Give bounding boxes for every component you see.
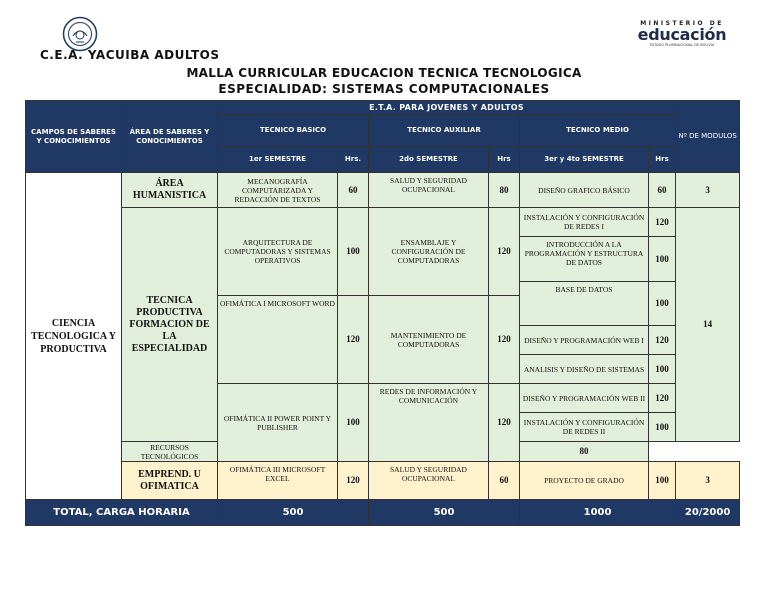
modulos-emprend: 3	[676, 462, 740, 500]
medio-emprend-hrs: 100	[649, 462, 676, 500]
header-sem34: 3er y 4to SEMESTRE	[520, 147, 649, 173]
auxiliar-emprend-hrs: 60	[489, 462, 520, 500]
ministry-logo	[632, 20, 732, 47]
basico-humanistica: MECANOGRAFÍA COMPUTARIZADA Y REDACCIÓN DE TEXTOS	[218, 173, 338, 208]
medio-item-3-hrs: 120	[649, 326, 676, 355]
medio-item-6-hrs: 100	[649, 413, 676, 442]
header-tecnico-medio: TECNICO MEDIO	[520, 115, 676, 147]
medio-item-6: INSTALACIÓN Y CONFIGURACIÓN DE REDES II	[520, 413, 649, 442]
ministry-top-text: MINISTERIO DE	[640, 20, 724, 27]
header-hrs1: Hrs.	[338, 147, 369, 173]
header-sem1: 1er SEMESTRE	[218, 147, 338, 173]
auxiliar-item-0: ENSAMBLAJE Y CONFIGURACIÓN DE COMPUTADORAS	[369, 208, 489, 296]
medio-item-1-hrs: 100	[649, 237, 676, 282]
modulos-humanistica: 3	[676, 173, 740, 208]
basico-emprend: OFIMÁTICA III MICROSOFT EXCEL	[218, 462, 338, 500]
area-humanistica: ÁREA HUMANISTICA	[122, 173, 218, 208]
header-hrs2: Hrs	[489, 147, 520, 173]
basico-item-2: OFIMÁTICA II POWER POINT Y PUBLISHER	[218, 384, 338, 462]
medio-item-5: DISEÑO Y PROGRAMACIÓN WEB II	[520, 384, 649, 413]
header-sem2: 2do SEMESTRE	[369, 147, 489, 173]
medio-item-0-hrs: 120	[649, 208, 676, 237]
header-modulos: Nº DE MODULOS	[676, 101, 740, 173]
header-area: ÁREA DE SABERES Y CONOCIMIENTOS	[122, 101, 218, 173]
medio-item-2: BASE DE DATOS	[520, 282, 649, 326]
total-auxiliar: 500	[369, 500, 520, 526]
basico-item-0: ARQUITECTURA DE COMPUTADORAS Y SISTEMAS OPERATIVOS	[218, 208, 338, 296]
table-row-emprend	[26, 462, 740, 500]
medio-humanistica-hrs: 60	[649, 173, 676, 208]
medio-item-7: RECURSOS TECNOLÓGICOS	[122, 442, 218, 462]
ministry-sub-text: ESTADO PLURINACIONAL DE BOLIVIA	[649, 43, 715, 47]
medio-item-0: INSTALACIÓN Y CONFIGURACIÓN DE REDES I	[520, 208, 649, 237]
table-row-humanistica	[26, 173, 740, 208]
header-hrs3: Hrs	[649, 147, 676, 173]
medio-item-5-hrs: 120	[649, 384, 676, 413]
basico-humanistica-hrs: 60	[338, 173, 369, 208]
total-medio: 1000	[520, 500, 676, 526]
basico-emprend-hrs: 120	[338, 462, 369, 500]
auxiliar-emprend: SALUD Y SEGURIDAD OCUPACIONAL	[369, 462, 489, 500]
medio-humanistica: DISEÑO GRAFICO BÁSICO	[520, 173, 649, 208]
auxiliar-item-1: MANTENIMIENTO DE COMPUTADORAS	[369, 296, 489, 384]
medio-item-4-hrs: 100	[649, 355, 676, 384]
area-emprend: EMPREND. U OFIMATICA	[122, 462, 218, 500]
basico-item-0-hrs: 100	[338, 208, 369, 296]
auxiliar-item-2-hrs: 120	[489, 384, 520, 462]
medio-emprend: PROYECTO DE GRADO	[520, 462, 649, 500]
header-tecnico-basico: TECNICO BASICO	[218, 115, 369, 147]
total-basico: 500	[218, 500, 369, 526]
page-title: MALLA CURRICULAR EDUCACION TECNICA TECNOLOGICA	[186, 66, 582, 80]
modulos-tecnica: 14	[676, 208, 740, 442]
basico-item-2-hrs: 100	[338, 384, 369, 462]
auxiliar-item-2: REDES DE INFORMACIÓN Y COMUNICACIÓN	[369, 384, 489, 462]
school-seal-logo	[62, 16, 98, 52]
auxiliar-item-0-hrs: 120	[489, 208, 520, 296]
header-campos: CAMPOS DE SABERES Y CONOCIMIENTOS	[26, 101, 122, 173]
medio-item-3: DISEÑO Y PROGRAMACIÓN WEB I	[520, 326, 649, 355]
basico-item-1: OFIMÁTICA I MICROSOFT WORD	[218, 296, 338, 384]
medio-item-4: ANALISIS Y DISEÑO DE SISTEMAS	[520, 355, 649, 384]
header-tecnico-auxiliar: TECNICO AUXILIAR	[369, 115, 520, 147]
total-modulos: 20/2000	[676, 500, 740, 526]
table-row	[26, 208, 740, 237]
auxiliar-humanistica: SALUD Y SEGURIDAD OCUPACIONAL	[369, 173, 489, 208]
medio-item-7-hrs: 80	[520, 442, 649, 462]
curriculum-table	[25, 100, 740, 526]
area-tecnica: TECNICA PRODUCTIVA FORMACION DE LA ESPECIALIDAD	[122, 208, 218, 442]
header-eta: E.T.A. PARA JOVENES Y ADULTOS	[218, 101, 676, 115]
ministry-brand-text: educación	[637, 25, 727, 44]
auxiliar-humanistica-hrs: 80	[489, 173, 520, 208]
medio-item-2-hrs: 100	[649, 282, 676, 326]
total-label: TOTAL, CARGA HORARIA	[26, 500, 218, 526]
page-subtitle: ESPECIALIDAD: SISTEMAS COMPUTACIONALES	[218, 82, 550, 96]
basico-item-1-hrs: 120	[338, 296, 369, 384]
header-row-1	[26, 101, 740, 115]
campo-cell: CIENCIA TECNOLOGICA Y PRODUCTIVA	[26, 173, 122, 500]
auxiliar-item-1-hrs: 120	[489, 296, 520, 384]
medio-item-1: INTRODUCCIÓN A LA PROGRAMACIÓN Y ESTRUCTURA DE DATOS	[520, 237, 649, 282]
school-name: C.E.A. YACUIBA ADULTOS	[40, 48, 220, 62]
total-row	[26, 500, 740, 526]
